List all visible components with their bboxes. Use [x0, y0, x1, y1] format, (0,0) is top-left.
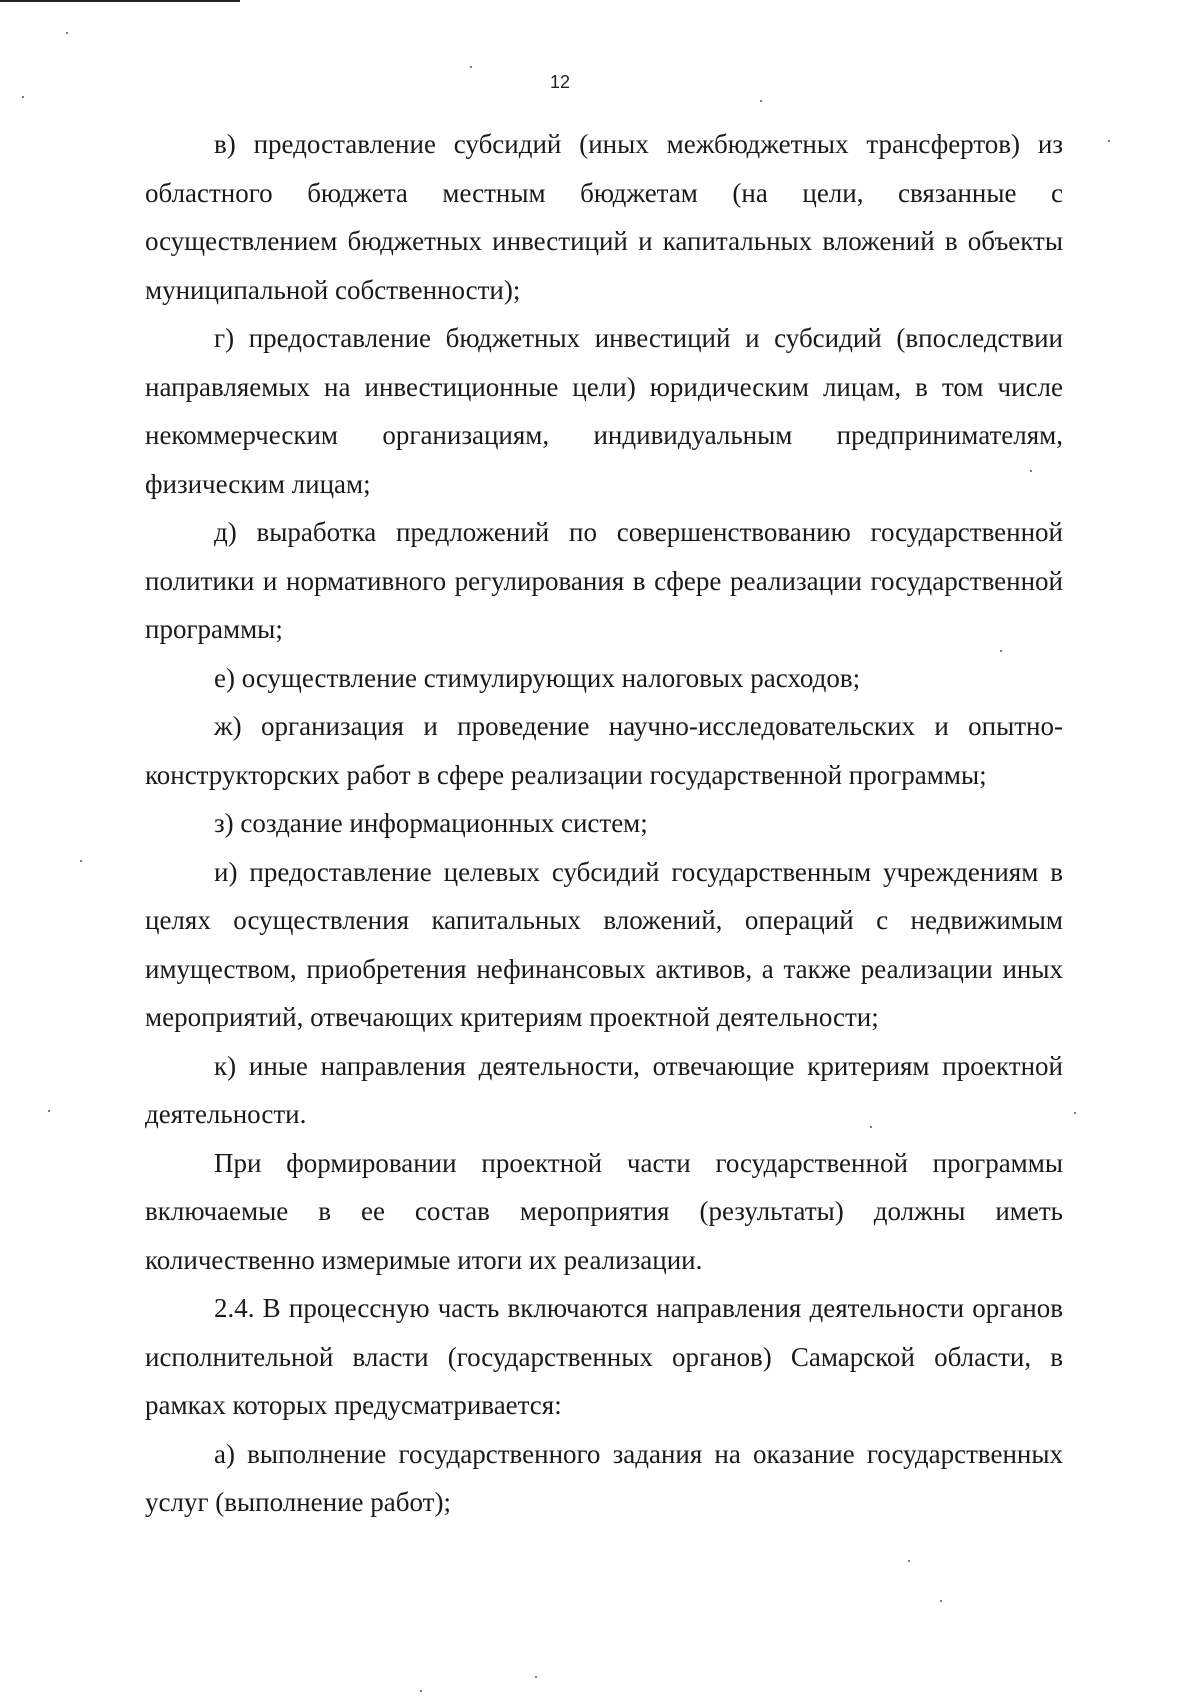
scan-speck: [870, 1126, 872, 1128]
scan-speck: [80, 860, 82, 862]
scan-speck: [908, 1560, 910, 1562]
paragraph-e: е) осуществление стимулирующих налоговых расходов;: [214, 662, 861, 693]
paragraph-k: к) иные направления деятельности, отвечающие критериям проектной деятельности.: [145, 1050, 1063, 1129]
paragraph-zh: ж) организация и проведение научно-исследовательских и опытно-конструкторских работ в сфере реализации государственной программы;: [145, 711, 1063, 790]
scan-speck: [1108, 140, 1110, 142]
page-number: 12: [549, 72, 571, 92]
paragraph-project-part: При формировании проектной части государственной программы включаемые в ее состав мероприятия (результаты) должны иметь количественно измеримые итоги их реализации.: [145, 1147, 1063, 1275]
scan-speck: [22, 96, 24, 98]
scan-speck: [760, 100, 762, 102]
scan-speck: [1030, 470, 1032, 472]
paragraph-2-4: 2.4. В процессную часть включаются направления деятельности органов исполнительной власти (государственных органов) Самарской области, в рамках которых предусматривается:: [145, 1293, 1063, 1420]
paragraph-z: з) создание информационных систем;: [214, 808, 648, 838]
scan-speck: [66, 32, 68, 34]
scan-speck: [940, 1600, 942, 1602]
scan-speck: [48, 1110, 50, 1112]
scan-speck: [535, 1676, 537, 1678]
scan-speck: [1074, 1112, 1076, 1114]
paragraph-i: и) предоставление целевых субсидий государственным учреждениям в целях осуществления капитальных вложений, операций с недвижимым имуществом, приобретения нефинансовых активов, а также реализации иных мероприятий, отвечающих критериям проектной деятельности;: [145, 856, 1063, 1032]
document-body: [145, 120, 1063, 1527]
scan-speck: [420, 1690, 422, 1692]
top-rule: [0, 0, 240, 2]
paragraph-v: в) предоставление субсидий (иных межбюджетных трансфертов) из областного бюджета местным бюджетам (на цели, связанные с осуществлением бюджетных инвестиций и капитальных вложений в объекты муниципальной собственности);: [145, 129, 1063, 305]
scan-speck: [470, 66, 472, 68]
scan-speck: [1000, 650, 1002, 652]
paragraph-d: д) выработка предложений по совершенствованию государственной политики и нормативного регулирования в сфере реализации государственной программы;: [145, 517, 1063, 644]
paragraph-g: г) предоставление бюджетных инвестиций и субсидий (впоследствии направляемых на инвестиционные цели) юридическим лицам, в том числе некоммерческим организациям, индивидуальным предпринимателям, физическим лицам;: [145, 323, 1063, 499]
paragraph-a: а) выполнение государственного задания на оказание государственных услуг (выполнение работ);: [145, 1438, 1063, 1517]
